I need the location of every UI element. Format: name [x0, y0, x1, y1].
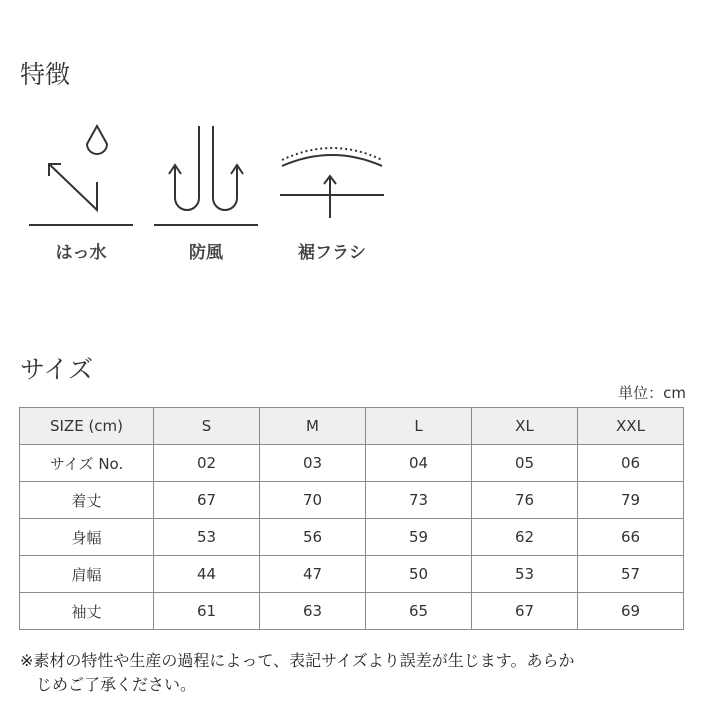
- row-label: 袖丈: [20, 593, 154, 630]
- header-cell: L: [366, 408, 472, 445]
- table-row: [20, 445, 684, 482]
- cell: 62: [472, 519, 578, 556]
- table-row: [20, 519, 684, 556]
- row-label: 肩幅: [20, 556, 154, 593]
- cell: 02: [154, 445, 260, 482]
- cell: 04: [366, 445, 472, 482]
- cell: 79: [578, 482, 684, 519]
- cell: 50: [366, 556, 472, 593]
- cell: 56: [260, 519, 366, 556]
- feature-water-repellent: [29, 118, 133, 268]
- cell: 70: [260, 482, 366, 519]
- header-cell: SIZE (cm): [20, 408, 154, 445]
- row-label: サイズ No.: [20, 445, 154, 482]
- row-label: 身幅: [20, 519, 154, 556]
- feature-label: はっ水: [55, 243, 107, 263]
- cell: 65: [366, 593, 472, 630]
- row-label: 着丈: [20, 482, 154, 519]
- cell: 63: [260, 593, 366, 630]
- header-cell: XXL: [578, 408, 684, 445]
- features-heading: 特徴: [20, 60, 71, 89]
- cell: 53: [472, 556, 578, 593]
- cell: 73: [366, 482, 472, 519]
- cell: 06: [578, 445, 684, 482]
- unit-label: 単位：cm: [618, 384, 686, 402]
- cell: 76: [472, 482, 578, 519]
- table-header-row: [20, 408, 684, 445]
- hem-drawcord-icon: [280, 118, 384, 233]
- cell: 66: [578, 519, 684, 556]
- feature-hem-drawcord: [280, 118, 384, 268]
- size-heading: サイズ: [20, 355, 94, 384]
- feature-label: 防風: [189, 243, 223, 263]
- cell: 03: [260, 445, 366, 482]
- note-line: じめご了承ください。: [36, 675, 197, 694]
- cell: 67: [154, 482, 260, 519]
- table-row: [20, 593, 684, 630]
- size-table: [19, 407, 684, 630]
- header-cell: XL: [472, 408, 578, 445]
- water-repellent-icon: [29, 118, 133, 233]
- cell: 67: [472, 593, 578, 630]
- windproof-icon: [154, 118, 258, 233]
- cell: 61: [154, 593, 260, 630]
- cell: 57: [578, 556, 684, 593]
- cell: 44: [154, 556, 260, 593]
- table-row: [20, 482, 684, 519]
- cell: 05: [472, 445, 578, 482]
- cell: 53: [154, 519, 260, 556]
- feature-label: 裾フラシ: [298, 243, 366, 263]
- cell: 69: [578, 593, 684, 630]
- note-line: ※素材の特性や生産の過程によって、表記サイズより誤差が生じます。あらか: [20, 651, 575, 670]
- cell: 59: [366, 519, 472, 556]
- table-row: [20, 556, 684, 593]
- header-cell: M: [260, 408, 366, 445]
- header-cell: S: [154, 408, 260, 445]
- size-note: [20, 649, 700, 697]
- feature-windproof: [154, 118, 258, 268]
- cell: 47: [260, 556, 366, 593]
